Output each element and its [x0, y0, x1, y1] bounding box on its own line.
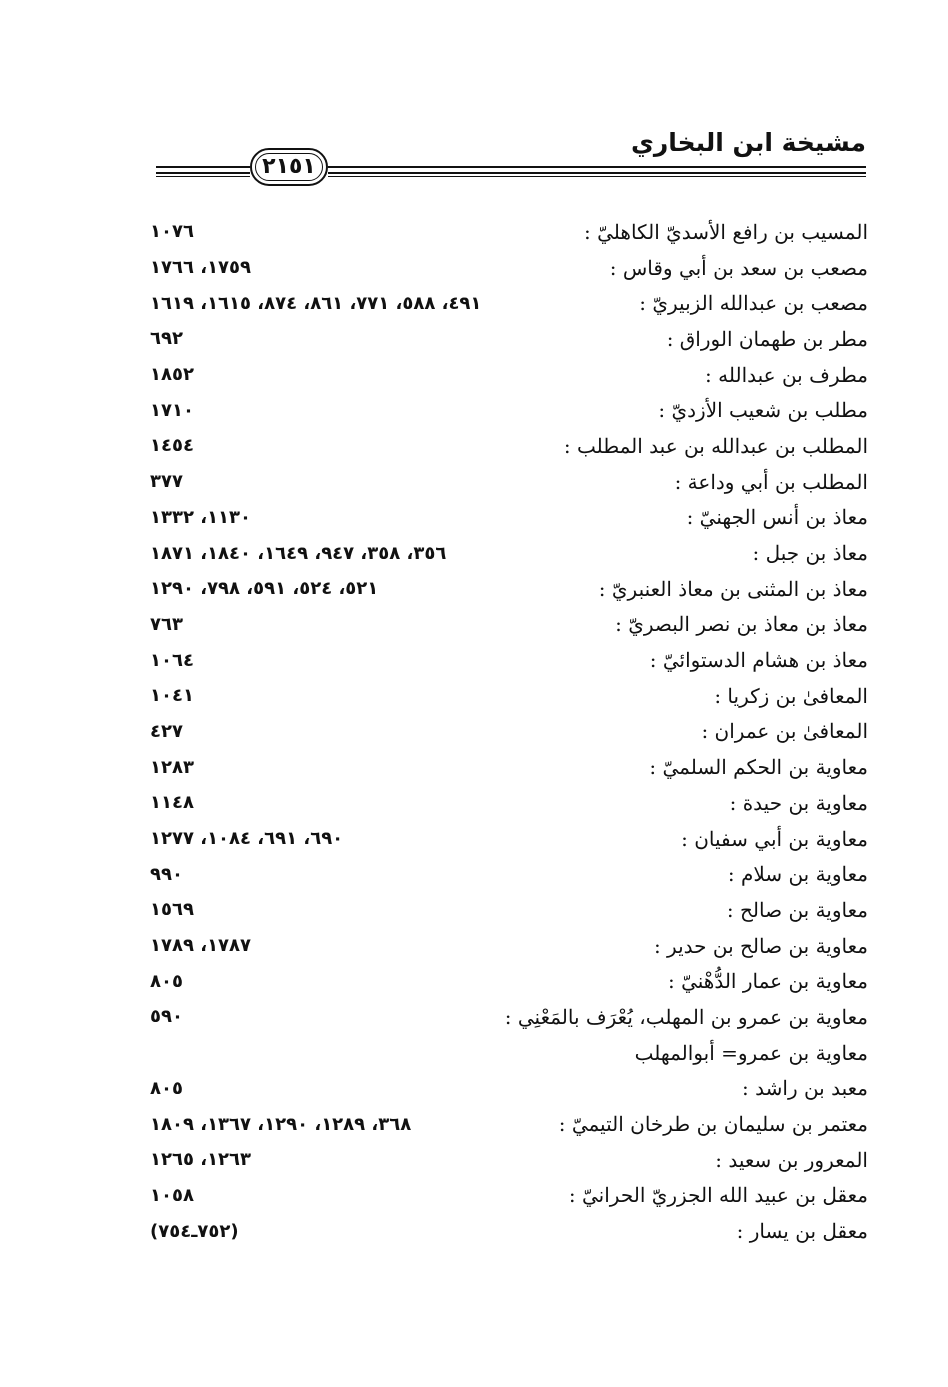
entry-name: معاذ بن المثنى بن معاذ العنبريّ :: [598, 576, 868, 601]
entry-refs: ٦٩٢: [150, 328, 183, 350]
entry-name: معاوية بن صالح :: [726, 897, 868, 922]
entry-name: معبد بن راشد :: [742, 1076, 868, 1101]
entry-name: معاوية بن أبي سفيان :: [681, 826, 868, 851]
entry-refs: ٣٧٧: [150, 471, 183, 493]
book-title: مشيخة ابن البخاري: [630, 128, 866, 157]
entry-name: معقل بن عبيد الله الجزريّ الحرانيّ :: [568, 1183, 868, 1208]
index-entries: [150, 214, 868, 1249]
index-entry: [150, 821, 868, 857]
index-entry: [150, 999, 868, 1035]
index-entry: [150, 642, 868, 678]
index-entry: [150, 1142, 868, 1178]
entry-name: معاذ بن معاذ بن نصر البصريّ :: [615, 612, 868, 637]
entry-refs: ١٧٥٩، ١٧٦٦: [150, 257, 252, 279]
header-rule-left-thin: [156, 176, 250, 177]
entry-name: معاذ بن أنس الجهنيّ :: [686, 505, 868, 530]
header-rule-left: [156, 166, 250, 174]
page-number: ٢١٥١: [262, 154, 316, 179]
entry-name: معاوية بن عمرو= أبوالمهلب: [634, 1040, 868, 1065]
entry-name: المطلب بن عبدالله بن عبد المطلب :: [563, 433, 868, 458]
index-entry: [150, 1071, 868, 1107]
entry-refs: ٦٩٠، ٦٩١، ١٠٨٤، ١٢٧٧: [150, 828, 344, 850]
entry-refs: (٧٥٢ـ٧٥٤): [150, 1220, 239, 1242]
index-entry: [150, 678, 868, 714]
entry-name: المطلب بن أبي وداعة :: [674, 469, 868, 494]
entry-name: المعرور بن سعيد :: [715, 1147, 868, 1172]
index-entry: [150, 214, 868, 250]
index-entry: [150, 250, 868, 286]
entry-refs: ١٢٨٣: [150, 756, 194, 778]
entry-refs: ٥٩٠: [150, 1006, 183, 1028]
entry-name: مصعب بن عبدالله الزبيريّ :: [639, 291, 868, 316]
entry-refs: ٣٥٦، ٣٥٨، ٩٤٧، ١٦٤٩، ١٨٤٠، ١٨٧١: [150, 542, 447, 564]
entry-name: معاوية بن سلام :: [727, 862, 868, 887]
index-entry: [150, 714, 868, 750]
entry-name: معاذ بن جبل :: [752, 541, 868, 566]
entry-refs: ١٠٥٨: [150, 1184, 194, 1206]
entry-refs: ٧٦٣: [150, 613, 183, 635]
entry-name: مطلب بن شعيب الأزديّ :: [658, 398, 868, 423]
index-entry: [150, 928, 868, 964]
entry-refs: ١٥٦٩: [150, 899, 194, 921]
index-entry: [150, 1213, 868, 1249]
index-entry: [150, 571, 868, 607]
entry-refs: ١١٤٨: [150, 792, 194, 814]
entry-name: معاذ بن هشام الدستوائيّ :: [649, 648, 868, 673]
entry-refs: ١١٣٠، ١٣٣٢: [150, 506, 252, 528]
index-entry: [150, 1035, 868, 1071]
entry-refs: ٤٩١، ٥٨٨، ٧٧١، ٨٦١، ٨٧٤، ١٦١٥، ١٦١٩: [150, 292, 482, 314]
entry-refs: ١٤٥٤: [150, 435, 194, 457]
entry-name: المعافىٰ بن زكريا :: [714, 683, 868, 708]
index-entry: [150, 1106, 868, 1142]
index-entry: [150, 357, 868, 393]
entry-name: مطر بن طهمان الوراق :: [666, 326, 868, 351]
index-entry: [150, 856, 868, 892]
index-entry: [150, 607, 868, 643]
entry-refs: ٨٠٥: [150, 1077, 183, 1099]
header-rule-right: [328, 166, 866, 174]
index-entry: [150, 1178, 868, 1214]
entry-refs: ١٠٦٤: [150, 649, 194, 671]
entry-name: المعافىٰ بن عمران :: [701, 719, 868, 744]
index-entry: [150, 464, 868, 500]
entry-refs: ٥٢١، ٥٢٤، ٥٩١، ٧٩٨، ١٢٩٠: [150, 578, 379, 600]
entry-name: معاوية بن الحكم السلميّ :: [649, 755, 868, 780]
entry-refs: ٣٦٨، ١٢٨٩، ١٢٩٠، ١٣٦٧، ١٨٠٩: [150, 1113, 412, 1135]
index-entry: [150, 392, 868, 428]
index-entry: [150, 428, 868, 464]
entry-refs: ١٠٧٦: [150, 221, 194, 243]
header-rule-right-thin: [328, 176, 866, 177]
page-number-badge: [250, 148, 328, 186]
entry-name: معاوية بن حيدة :: [729, 790, 868, 815]
index-entry: [150, 749, 868, 785]
entry-refs: ١٨٥٢: [150, 364, 194, 386]
entry-refs: ١٠٤١: [150, 685, 194, 707]
index-entry: [150, 285, 868, 321]
entry-name: معاوية بن عمرو بن المهلب، يُعْرَف بالمَعْنِي :: [504, 1004, 868, 1029]
index-entry: [150, 535, 868, 571]
entry-name: مطرف بن عبدالله :: [705, 362, 868, 387]
index-entry: [150, 500, 868, 536]
index-entry: [150, 892, 868, 928]
index-entry: [150, 963, 868, 999]
entry-refs: ١٧١٠: [150, 399, 194, 421]
entry-name: المسيب بن رافع الأسديّ الكاهليّ :: [584, 219, 868, 244]
entry-name: معاوية بن صالح بن حدير :: [653, 933, 868, 958]
entry-refs: ١٧٨٧، ١٧٨٩: [150, 935, 252, 957]
index-entry: [150, 785, 868, 821]
entry-name: مصعب بن سعد بن أبي وقاس :: [609, 255, 868, 280]
entry-refs: ٤٢٧: [150, 720, 183, 742]
entry-refs: ٩٩٠: [150, 863, 183, 885]
entry-name: معقل بن يسار :: [736, 1219, 868, 1244]
entry-name: معتمر بن سليمان بن طرخان التيميّ :: [558, 1112, 868, 1137]
index-entry: [150, 321, 868, 357]
entry-refs: ٨٠٥: [150, 970, 183, 992]
entry-name: معاوية بن عمار الدُّهْنيّ :: [667, 969, 868, 994]
entry-refs: ١٢٦٣، ١٢٦٥: [150, 1149, 252, 1171]
